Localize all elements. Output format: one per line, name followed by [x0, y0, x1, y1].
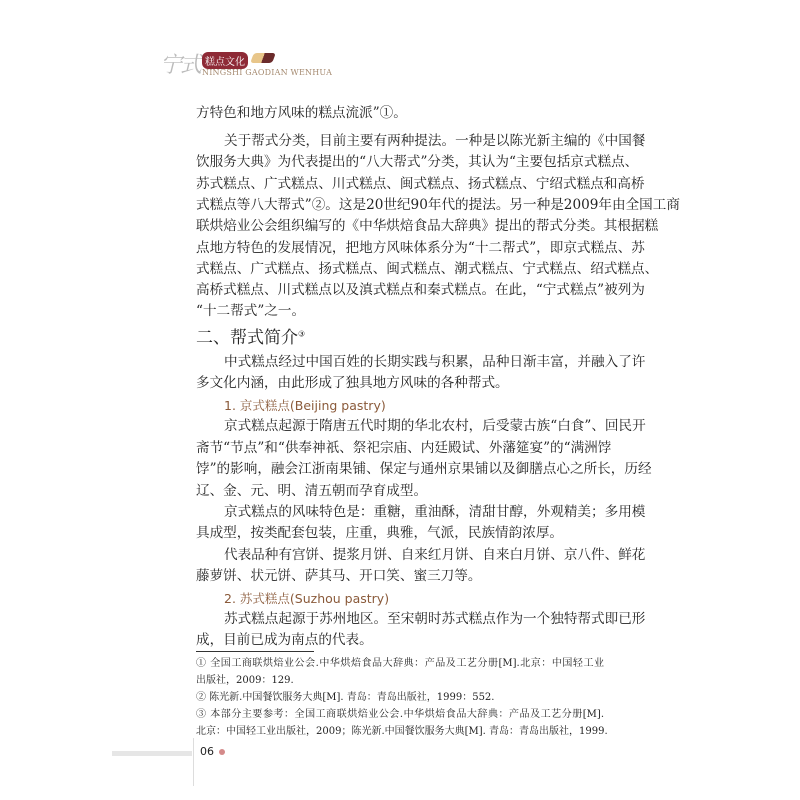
footnote-line: ③ 本部分主要参考：全国工商联烘焙业公会.中华烘焙食品大辞典：产品及工艺分册[M]. [196, 709, 604, 720]
text-line: 饮服务大典》为代表提出的“八大帮式”分类，其认为“主要包括京式糕点、 [196, 154, 639, 171]
text-line: 饽”的影响，融会江浙南果铺、保定与通州京果铺以及御膳点心之所长，历经 [196, 461, 652, 478]
text-line: 高桥式糕点、川式糕点以及滇式糕点和秦式糕点。在此，“宁式糕点”被列为 [196, 282, 645, 299]
text-line: 式糕点等八大帮式”②。这是20世纪90年代的提法。另一种是2009年由全国工商 [196, 196, 680, 213]
text-line: 多文化内涵，由此形成了独具地方风味的各种帮式。 [196, 375, 509, 392]
text-line: 关于帮式分类，目前主要有两种提法。一种是以陈光新主编的《中国餐 [224, 133, 646, 149]
text-line: 京式糕点起源于隋唐五代时期的华北农村，后受蒙古族“白食”、回民开 [224, 418, 646, 435]
text-line: 斋节“节点”和“供奉神祇、祭祀宗庙、内廷殿试、外藩筵宴”的“满洲饽 [196, 439, 612, 456]
section-heading-text: 二、帮式简介 [196, 328, 298, 348]
footnote-ref: ③ [298, 329, 306, 339]
subsection-heading: 1. 京式糕点(Beijing pastry) [224, 397, 386, 413]
logo-english: NINGSHI GAODIAN WENHUA [202, 68, 333, 77]
page-dot-icon [219, 749, 225, 755]
text-line: 具成型，按类配套包装，庄重，典雅，气派，民族情韵浓厚。 [196, 525, 564, 542]
text-line: 成，目前已成为南点的代表。 [196, 632, 373, 649]
footnote-line: 出版社，2009：129. [196, 675, 294, 686]
logo-chinese: 宁式 [160, 53, 201, 78]
book-series-logo [160, 48, 333, 84]
footer-divider [193, 738, 194, 786]
cake-icon [250, 53, 276, 63]
page-number: 06 [200, 745, 214, 758]
logo-badge: 糕点文化 [202, 52, 248, 69]
footnote-line: ① 全国工商联烘焙业公会.中华烘焙食品大辞典：产品及工艺分册[M].北京：中国轻工业 [196, 658, 604, 669]
text-line: 辽、金、元、明、清五朝而孕育成型。 [196, 482, 428, 499]
footnote-divider [196, 651, 314, 652]
footnote-line: ② 陈光新.中国餐饮服务大典[M]. 青岛：青岛出版社，1999：552. [196, 692, 495, 703]
text-line: 式糕点、广式糕点、扬式糕点、闽式糕点、潮式糕点、宁式糕点、绍式糕点、 [196, 260, 659, 277]
text-line: 中式糕点经过中国百姓的长期实践与积累，品种日渐丰富，并融入了许 [224, 354, 646, 370]
footer-bar [112, 751, 192, 756]
text-line: 联烘焙业公会组织编写的《中华烘焙食品大辞典》提出的帮式分类。其根据糕 [196, 218, 659, 235]
text-line: 苏式糕点起源于苏州地区。至宋朝时苏式糕点作为一个独特帮式即已形 [224, 611, 646, 627]
text-line: 京式糕点的风味特色是：重糖，重油酥，清甜甘醇，外观精美；多用模 [224, 503, 646, 520]
text-line: 藤萝饼、状元饼、萨其马、开口笑、蜜三刀等。 [196, 568, 482, 585]
text-line: 方特色和地方风味的糕点流派”①。 [196, 105, 407, 121]
text-line: 点地方特色的发展情况，把地方风味体系分为“十二帮式”，即京式糕点、苏 [196, 239, 645, 256]
footnote-line: 北京：中国轻工业出版社，2009；陈光新.中国餐饮服务大典[M]. 青岛：青岛出版社，1999. [196, 726, 608, 737]
section-heading [196, 323, 305, 348]
subsection-heading: 2. 苏式糕点(Suzhou pastry) [224, 590, 390, 606]
text-line: 代表品种有宫饼、提浆月饼、自来红月饼、自来白月饼、京八件、鲜花 [224, 546, 646, 563]
text-line: 苏式糕点、广式糕点、川式糕点、闽式糕点、扬式糕点、宁绍式糕点和高桥 [196, 175, 645, 192]
text-line: “十二帮式”之一。 [196, 303, 306, 320]
